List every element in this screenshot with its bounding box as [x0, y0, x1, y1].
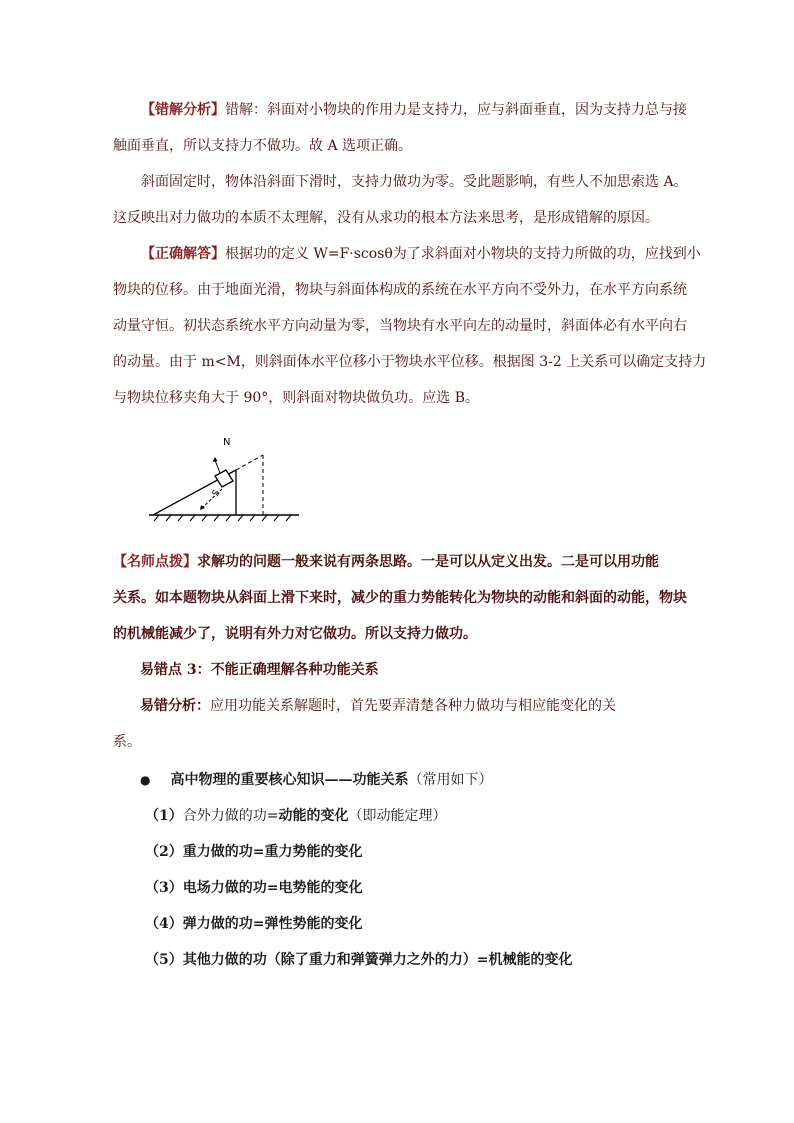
- error-analysis-paragraph: [113, 92, 691, 164]
- bullet-dot: ●: [140, 773, 151, 787]
- explanation-line-2: 这反映出对力做功的本质不太理解，没有从求功的根本方法来思考，是形成错解的原因。: [113, 210, 659, 226]
- list-item-5: （5）其他力做的功（除了重力和弹簧弹力之外的力）=机械能的变化: [145, 952, 573, 968]
- teacher-tip-tag: 【名师点拨】: [113, 554, 197, 570]
- correct-answer-line-4: 的动量。由于 m<M，则斜面体水平位移小于物块水平位移。根据图 3-2 上关系可以确定支持力: [113, 354, 707, 370]
- list-item-2: （2）重力做的功=重力势能的变化: [145, 844, 363, 860]
- correct-answer-line-3: 动量守恒。初状态系统水平方向动量为零，当物块有水平向左的动量时，斜面体必有水平向右: [113, 318, 687, 334]
- teacher-tip-paragraph: [113, 544, 691, 652]
- bullet-note: （常用如下）: [408, 772, 493, 788]
- explanation-paragraph: [113, 164, 691, 236]
- error-analysis-tag: 【错解分析】: [141, 102, 225, 118]
- correct-answer-paragraph: [113, 236, 707, 416]
- teacher-tip-line-3: 的机械能减少了，说明有外力对它做功。所以支持力做功。: [113, 626, 477, 642]
- list-item-3: （3）电场力做的功=电势能的变化: [145, 880, 363, 896]
- error-analysis-line-2: 触面垂直，所以支持力不做功。故 A 选项正确。: [113, 138, 413, 154]
- incline-diagram: [145, 428, 305, 524]
- correct-answer-line-1: 【正确解答】根据功的定义 W=F·scosθ为了求斜面对小物块的支持力所做的功，应找到小: [141, 246, 701, 262]
- normal-force-arrowhead: [213, 457, 218, 462]
- ground-hatching: [154, 515, 291, 521]
- bullet-heading: [140, 770, 492, 790]
- misconception-tag: 易错分析：: [140, 698, 210, 714]
- correct-answer-tag: 【正确解答】: [141, 246, 225, 262]
- misconception-paragraph: [113, 688, 691, 760]
- normal-force-label: N: [223, 437, 231, 448]
- normal-force-arrow: [215, 460, 220, 473]
- misconception-line-1: 易错分析：应用功能关系解题时，首先要弄清楚各种力做功与相应能变化的关: [140, 698, 616, 714]
- list-item-4: （4）弹力做的功=弹性势能的变化: [145, 916, 363, 932]
- explanation-line-1: 斜面固定时，物体沿斜面下滑时，支持力做功为零。受此题影响，有些人不加思索选 A。: [141, 174, 688, 190]
- correct-answer-line-5: 与物块位移夹角大于 90°，则斜面对物块做负功。应选 B。: [113, 390, 480, 406]
- correct-answer-line-2: 物块的位移。由于地面光滑，物块与斜面体构成的系统在水平方向不受外力，在水平方向系统: [113, 282, 687, 298]
- teacher-tip-line-1: 【名师点拨】求解功的问题一般来说有两条思路。一是可以从定义出发。二是可以用功能: [113, 554, 659, 570]
- section-heading: 易错点 3：不能正确理解各种功能关系: [140, 662, 379, 678]
- displacement-label: S: [210, 488, 223, 499]
- list-item-1: （1）合外力做的功=动能的变化（即动能定理）: [145, 808, 447, 824]
- teacher-tip-line-2: 关系。如本题物块从斜面上滑下来时，减少的重力势能转化为物块的动能和斜面的动能，物块: [113, 590, 687, 606]
- displacement-arrowhead: [200, 505, 205, 510]
- misconception-line-2: 系。: [113, 734, 141, 750]
- bullet-title: 高中物理的重要核心知识——功能关系: [170, 772, 409, 788]
- incline-shifted-surface: [236, 455, 263, 470]
- error-analysis-line-1: 【错解分析】错解：斜面对小物块的作用力是支持力，应与斜面垂直，因为支持力总与接: [141, 102, 687, 118]
